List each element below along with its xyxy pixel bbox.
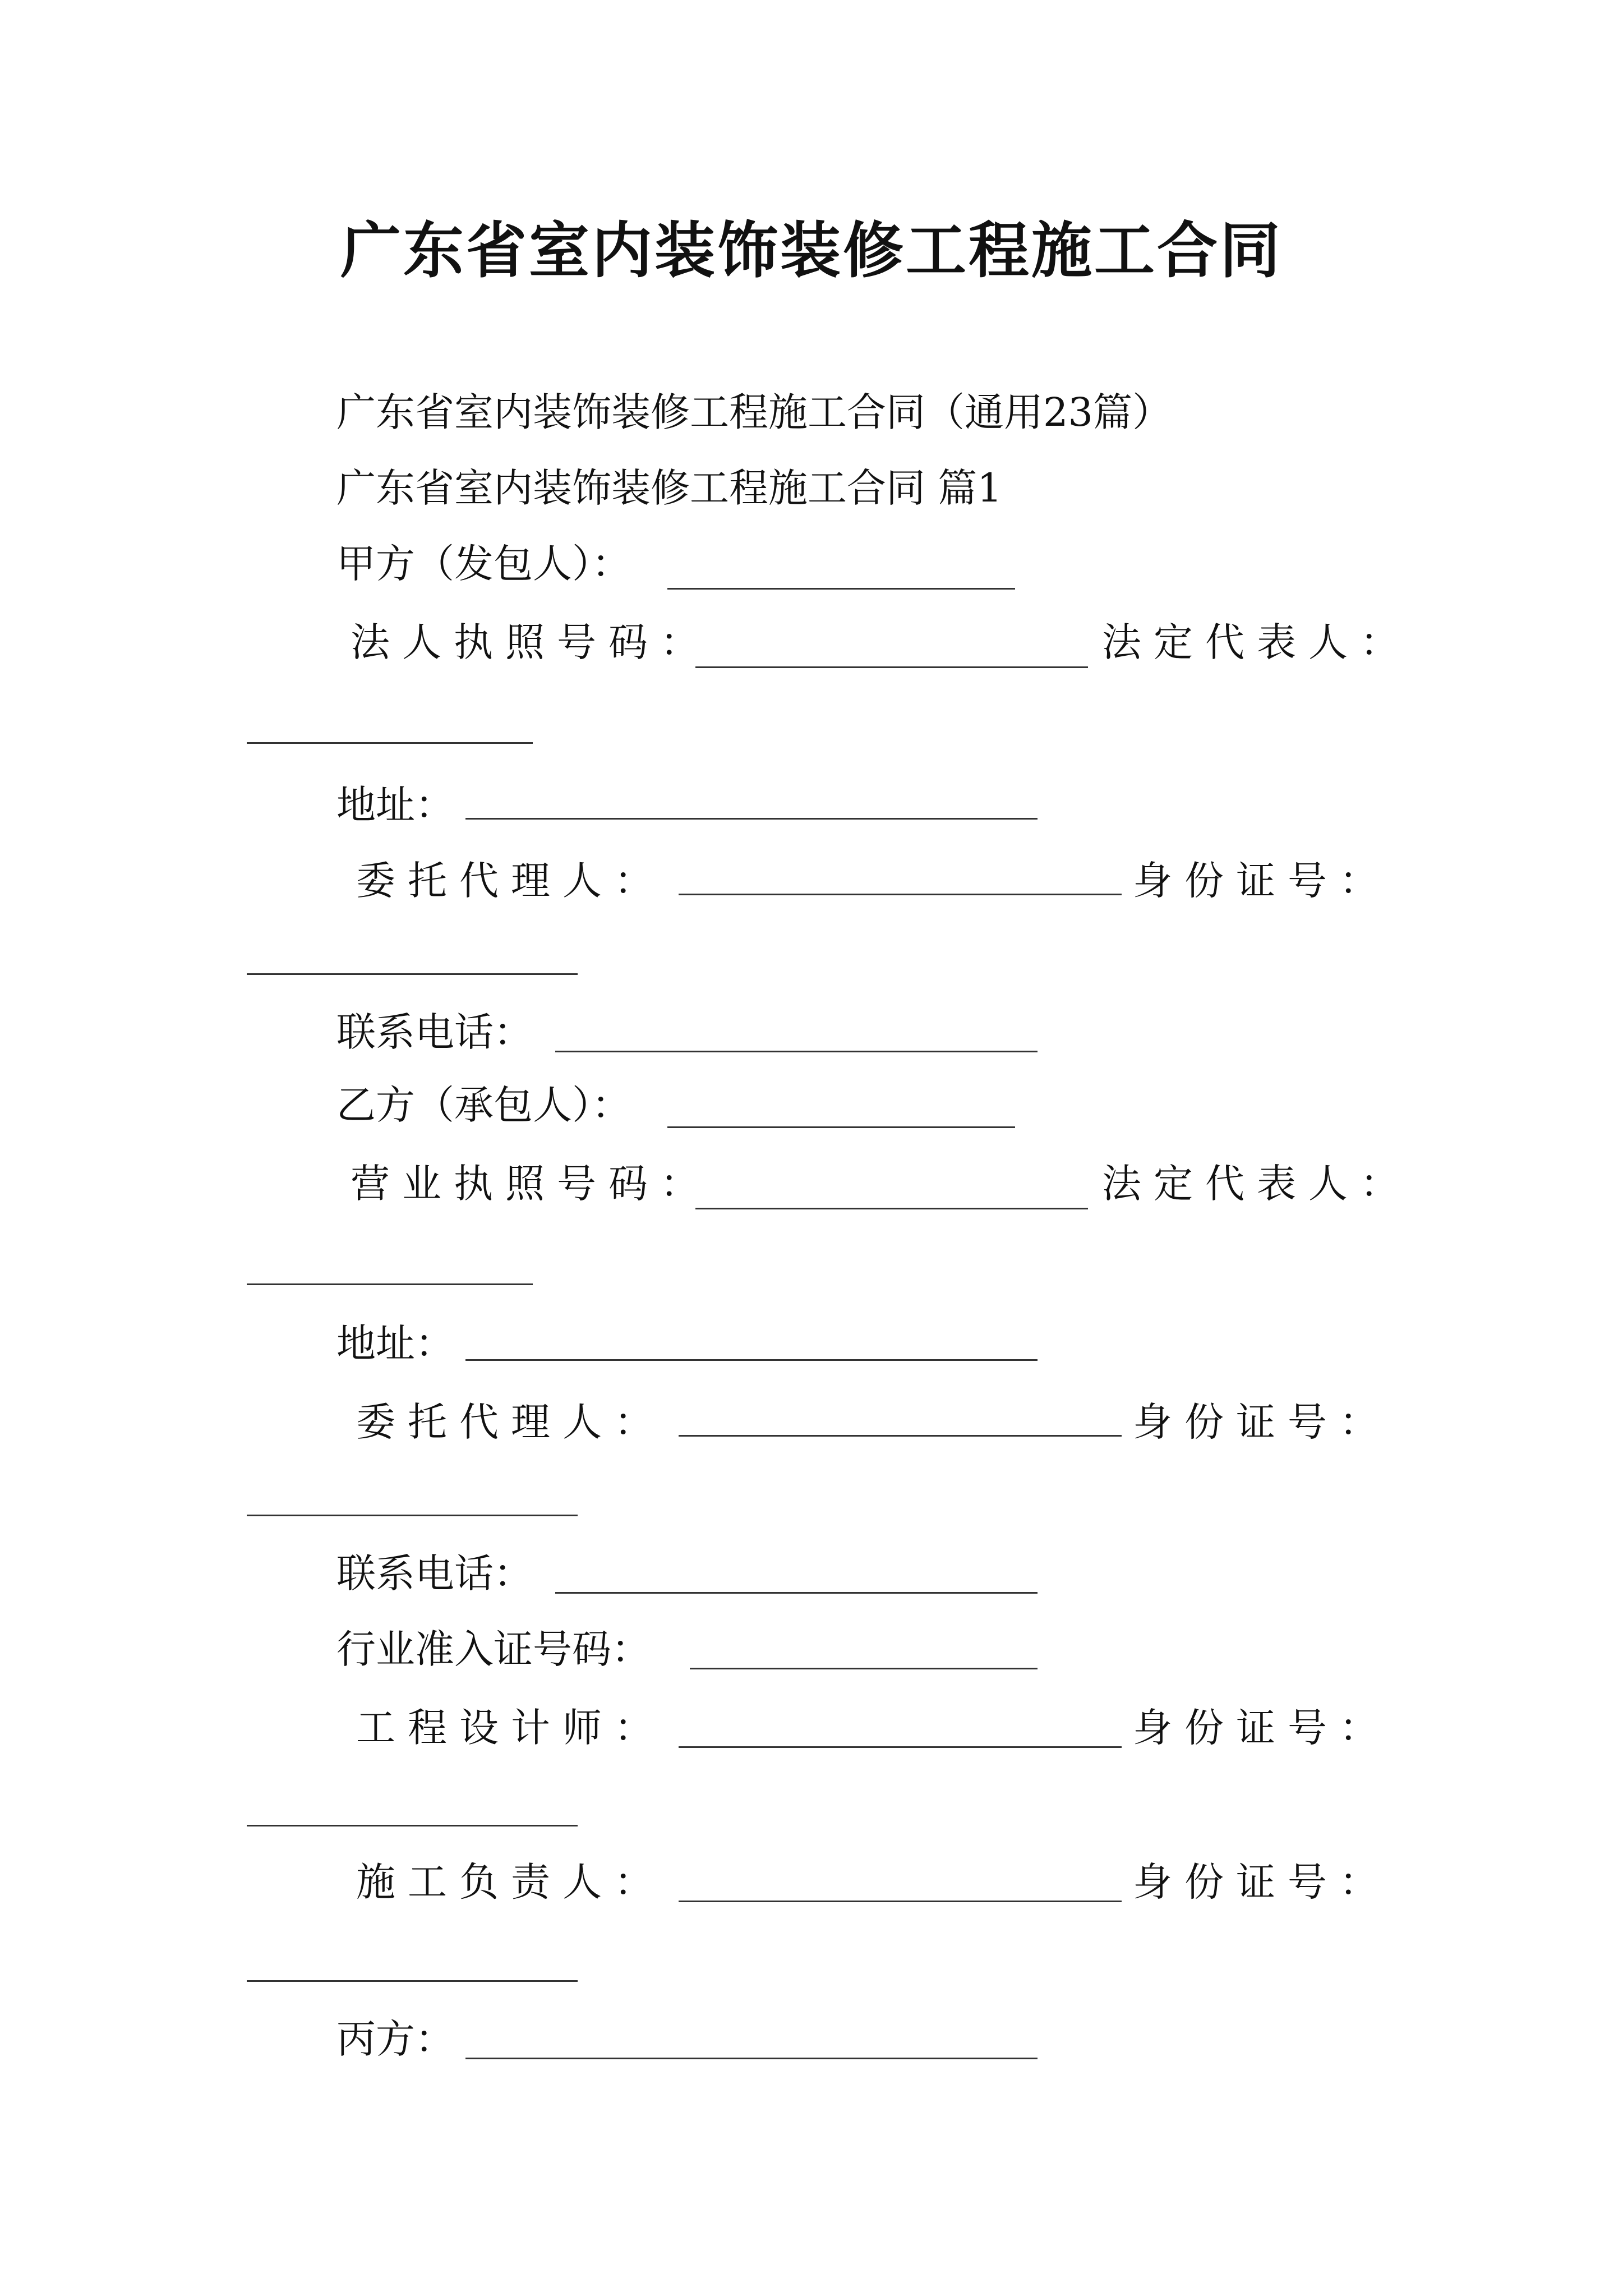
site-manager-id-label: 身份证号：: [1133, 1859, 1391, 1905]
party-b-industry-cert-blank[interactable]: [690, 1668, 1038, 1669]
party-b-phone-blank[interactable]: [555, 1592, 1038, 1594]
party-a-phone-blank[interactable]: [555, 1051, 1038, 1052]
party-a-name-blank[interactable]: [667, 588, 1015, 590]
designer-id-blank[interactable]: [247, 1825, 578, 1826]
party-b-address-blank[interactable]: [465, 1359, 1038, 1361]
party-a-license-blank[interactable]: [695, 666, 1088, 668]
party-b-agent-blank[interactable]: [679, 1435, 1122, 1437]
party-b-legal-rep-label: 法定代表人：: [1102, 1161, 1412, 1207]
party-a-legal-rep-blank[interactable]: [247, 742, 533, 744]
party-b-address-label: 地址：: [336, 1320, 454, 1366]
party-a-address-label: 地址：: [336, 782, 454, 828]
designer-label: 工程设计师：: [356, 1705, 666, 1751]
party-b-agent-id-label: 身份证号：: [1133, 1399, 1391, 1445]
party-a-agent-blank[interactable]: [679, 894, 1122, 895]
party-b-name-blank[interactable]: [667, 1126, 1015, 1128]
party-a-agent-id-label: 身份证号：: [1133, 858, 1391, 904]
party-a-agent-id-blank[interactable]: [247, 973, 578, 975]
party-b-industry-cert-label: 行业准入证号码：: [336, 1626, 651, 1672]
party-b-license-blank[interactable]: [695, 1208, 1088, 1209]
document-title: 广东省室内装饰装修工程施工合同: [340, 215, 1283, 286]
party-a-agent-label: 委托代理人：: [356, 858, 666, 904]
party-a-legal-rep-label: 法定代表人：: [1102, 619, 1412, 665]
party-b-license-label: 营业执照号码：: [351, 1161, 712, 1207]
site-manager-id-blank[interactable]: [247, 1980, 578, 1982]
party-c-label: 丙方：: [336, 2016, 454, 2062]
site-manager-label: 施工负责人：: [356, 1859, 666, 1905]
party-b-agent-id-blank[interactable]: [247, 1515, 578, 1516]
party-b-phone-label: 联系电话：: [336, 1550, 533, 1596]
party-b-legal-rep-blank[interactable]: [247, 1283, 533, 1285]
site-manager-blank[interactable]: [679, 1901, 1122, 1902]
designer-id-label: 身份证号：: [1133, 1705, 1391, 1751]
section-heading: 广东省室内装饰装修工程施工合同 篇1: [336, 465, 1002, 511]
party-b-label: 乙方（承包人）：: [336, 1082, 631, 1128]
designer-blank[interactable]: [679, 1746, 1122, 1748]
party-a-address-blank[interactable]: [465, 818, 1038, 820]
party-a-label: 甲方（发包人）：: [336, 541, 631, 587]
document-subtitle: 广东省室内装饰装修工程施工合同（通用23篇）: [336, 389, 1172, 435]
party-a-phone-label: 联系电话：: [336, 1009, 533, 1055]
party-c-blank[interactable]: [465, 2058, 1038, 2059]
party-a-license-label: 法人执照号码：: [351, 619, 712, 665]
party-b-agent-label: 委托代理人：: [356, 1399, 666, 1445]
